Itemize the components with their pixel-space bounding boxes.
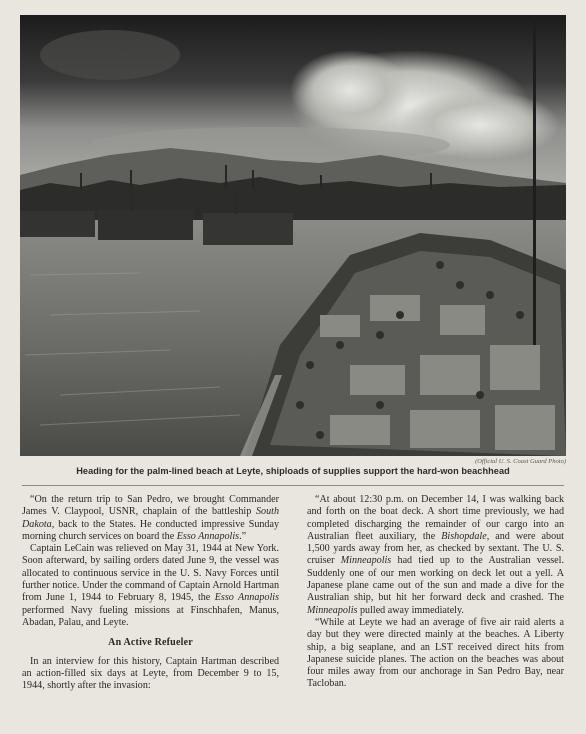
paragraph: “On the return trip to San Pedro, we brought Commander James V. Claypool, USNR, chaplain of the battleship South Dakota, back to the States. He conducted impressive Sunday morning church services on board the Esso Annapolis.” [22,494,279,542]
paragraph: Captain LeCain was relieved on May 31, 1944 at New York. Soon afterward, by sailing orders dated June 9, the vessel was allocated to continuous service in the U. S. Navy Forces until further notice. Under the command of Captain Arnold Hartman from June 1, 1944 to February 8, 1945, the Esso Annapolis performed Navy fueling missions at Finschhafen, Manus, Abadan, Palau, and Leyte. [22,543,279,628]
paragraph: “While at Leyte we had an average of five air raid alerts a day but they were directed mainly at the beaches. A Liberty ship, a big seaplane, and an LST received direct hits from Japanese suicide planes. The action on the beaches was about four miles away from our anchorage in San Pedro Bay, near Tacloban. [307,616,564,690]
photo-caption: Heading for the palm-lined beach at Leyte, shiploads of supplies support the hard-won beachhead [76,466,510,476]
article-column-right [307,494,564,691]
article-column-left [22,494,279,692]
leyte-beach-photo [20,15,566,456]
paragraph: “At about 12:30 p.m. on December 14, I was walking back and forth on the boat deck. A short time previously, we had completed discharging the remainder of our cargo into an Australian fleet auxiliary, the Bishopdale, and were about 1,500 yards away from her, as checked by sextant. The U. S. cruiser Minneapolis had tied up to the Australian vessel. Suddenly one of our men working on deck let out a yell. A Japanese plane came out of the sun and made a dive for the Australian ship, but hit her forward deck and crashed. The Minneapolis pulled away immediately. [307,494,564,616]
caption-divider [22,485,564,486]
section-heading: An Active Refueler [108,637,193,649]
paragraph: In an interview for this history, Captain Hartman described an action-filled six days at Leyte, from December 9 to 15, 1944, shortly after the invasion: [22,655,279,692]
photo-credit: (Official U. S. Coast Guard Photo) [475,458,566,465]
